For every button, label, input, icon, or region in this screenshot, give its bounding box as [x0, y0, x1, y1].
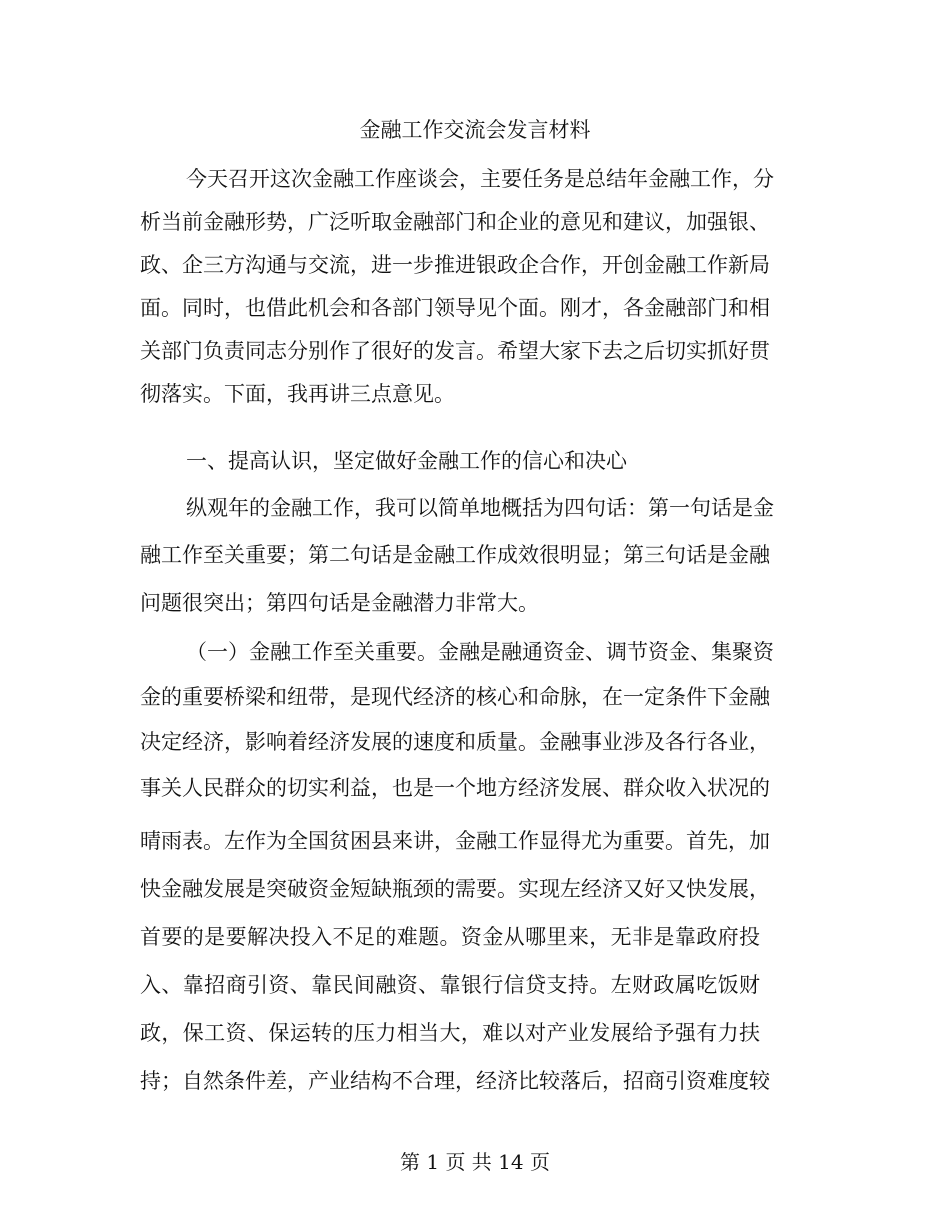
- paragraph-line: 彻落实。下面，我再讲三点意见。: [140, 382, 455, 406]
- paragraph-line: 快金融发展是突破资金短缺瓶颈的需要。实现左经济又好又快发展，: [140, 877, 770, 901]
- paragraph-line: 首要的是要解决投入不足的难题。资金从哪里来，无非是靠政府投: [140, 925, 760, 949]
- paragraph-line: 今天召开这次金融工作座谈会，主要任务是总结年金融工作，分: [186, 167, 774, 191]
- paragraph-line: （一）金融工作至关重要。金融是融通资金、调节资金、集聚资: [186, 640, 774, 664]
- paragraph-line: 晴雨表。左作为全国贫困县来讲，金融工作显得尤为重要。首先，加: [140, 829, 770, 853]
- paragraph-line: 纵观年的金融工作，我可以简单地概括为四句话：第一句话是金: [186, 496, 774, 520]
- paragraph-line: 问题很突出；第四句话是金融潜力非常大。: [140, 591, 539, 615]
- paragraph-line: 析当前金融形势，广泛听取金融部门和企业的意见和建议，加强银、: [140, 210, 770, 234]
- paragraph-line: 持；自然条件差，产业结构不合理，经济比较落后，招商引资难度较: [140, 1069, 770, 1093]
- section-heading: 一、提高认识，坚定做好金融工作的信心和决心: [186, 449, 627, 473]
- paragraph-line: 政、企三方沟通与交流，进一步推进银政企合作，开创金融工作新局: [140, 253, 770, 277]
- paragraph-line: 融工作至关重要；第二句话是金融工作成效很明显；第三句话是金融: [140, 543, 770, 567]
- paragraph-line: 金的重要桥梁和纽带，是现代经济的核心和命脉，在一定条件下金融: [140, 685, 770, 709]
- paragraph-line: 事关人民群众的切实利益，也是一个地方经济发展、群众收入状况的: [140, 776, 770, 800]
- page-number-footer: 第 1 页 共 14 页: [400, 1150, 550, 1174]
- paragraph-line: 关部门负责同志分别作了很好的发言。希望大家下去之后切实抓好贯: [140, 339, 770, 363]
- document-title: 金融工作交流会发言材料: [359, 118, 591, 142]
- paragraph-line: 入、靠招商引资、靠民间融资、靠银行信贷支持。左财政属吃饭财: [140, 973, 760, 997]
- paragraph-line: 政，保工资、保运转的压力相当大，难以对产业发展给予强有力扶: [140, 1021, 760, 1045]
- paragraph-line: 决定经济，影响着经济发展的速度和质量。金融事业涉及各行各业，: [140, 730, 770, 754]
- paragraph-line: 面。同时，也借此机会和各部门领导见个面。刚才，各金融部门和相: [140, 296, 770, 320]
